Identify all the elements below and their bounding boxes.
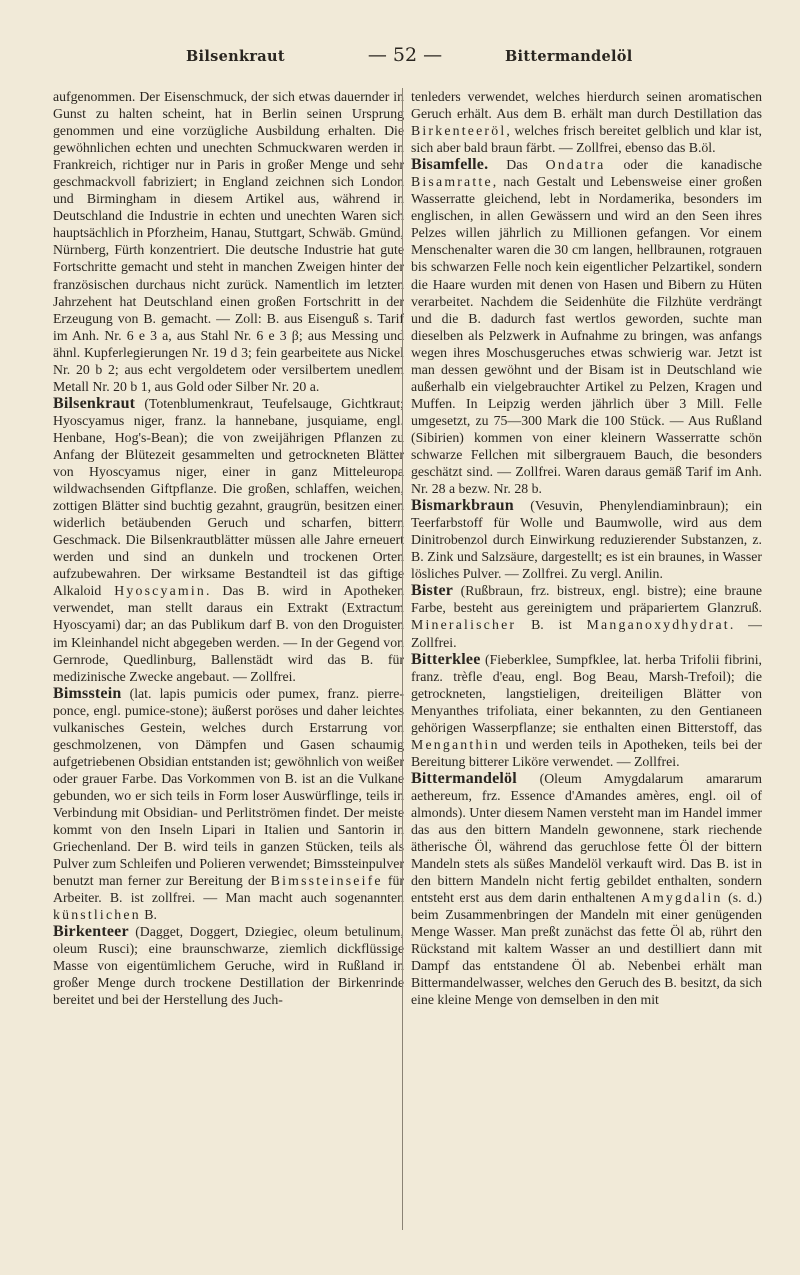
- entry-bismarkbraun: [411, 497, 762, 582]
- entry-bilsenkraut: [53, 395, 404, 685]
- spaced-term: künstlichen: [53, 907, 141, 923]
- left-column: [53, 88, 404, 1009]
- entry-text: (Vesuvin, Phenylendiaminbraun); ein Teerfarbstoff für Wolle und Baumwolle, wird aus dem Dinitrobenzol durch Einwirkung reduzierender Substanzen, z. B. Zink und Salzsäure, dargestellt; es ist ein braunes, in Wasser lösliches Pulver. — Zollfrei. Zu vergl. Anilin.: [411, 498, 762, 582]
- entry-text: , welches frisch bereitet gelblich und klar ist, sich aber bald braun färbt. — Zollfrei, ebenso das B.öl.: [411, 123, 762, 156]
- spaced-term: Birkenteeröl: [411, 123, 507, 139]
- continued-entry-schmuckwaren: aufgenommen. Der Eisenschmuck, der sich etwas dauernder in Gunst zu halten scheint, hat in Berlin seinen Ursprung genommen und eine vorzügliche Ausbildung erhalten. Die gewöhnlichen echten und unechten Schmuckwaren werden in Frankreich, richtiger nur in Paris in großer Menge und sehr geschmackvoll fabriziert; in England zeichnen sich London und Birmingham in diesem Artikel aus, während in Deutschland die Industrie in echten und unechten Waren sich hauptsächlich in Pforzheim, Hanau, Stuttgart, Schwäb. Gmünd, Nürnberg, Fürth konzentriert. Die deutsche Industrie hat gute Fortschritte gemacht und steht in manchen Zweigen hinter der französischen durchaus nicht zurück. Namentlich im letzten Jahrzehent hat Deutschland einen großen Fortschritt in der Erzeugung von B. gemacht. — Zoll: B. aus Eisenguß s. Tarif im Anh. Nr. 6 e 3 a, aus Stahl Nr. 6 e 3 β; aus Messing und ähnl. Kupferlegierungen Nr. 19 d 3; fein gearbeitete aus Nickel Nr. 20 b 2; aus echt vergoldetem oder versilbertem unedlem Metall Nr. 20 b 1, aus Gold oder Silber Nr. 20 a.: [53, 89, 404, 394]
- entry-text: . — Zollfrei.: [411, 617, 762, 650]
- spaced-term: Ondatra: [545, 157, 606, 173]
- headword: Bitterklee: [411, 650, 481, 668]
- column-divider: [402, 88, 403, 1230]
- headword: Bittermandelöl: [411, 769, 517, 787]
- continued-entry-birkenteer: [411, 88, 762, 156]
- entry-bimsstein: [53, 685, 404, 924]
- spaced-term: Bisamratte: [411, 174, 493, 190]
- entry-text: (Oleum Amygdalarum amararum aethereum, frz. Essence d'Amandes amères, engl. oil of almonds). Unter diesem Namen versteht man im Handel immer das aus den bittern Mandeln gewonnene, stark riechende ätherische Öl, während das geruchlose fette Öl der bittern Mandeln stets als süßes Mandelöl verkauft wird. Das B. ist in den bittern Mandeln nicht fertig gebildet enthalten, sondern entsteht erst aus dem darin enthaltenen: [411, 770, 762, 906]
- entry-text: . Das B. wird in Apotheken verwendet, man stellt daraus ein Extrakt (Extractum Hyoscyami) dar; an das Publikum darf B. von den Droguisten im Kleinhandel nicht abgegeben werden. — In der Gegend von Gernrode, Quedlinburg, Ballenstädt wird das B. für medizinische Zwecke angebaut. — Zollfrei.: [53, 583, 404, 684]
- entry-text: (Rußbraun, frz. bistreux, engl. bistre); eine braune Farbe, besteht aus gereinigtem und präpariertem Glanzruß.: [411, 583, 762, 616]
- page-number: — 52 —: [367, 44, 443, 66]
- entry-bittermandeloel: [411, 770, 762, 1009]
- entry-text: , nach Gestalt und Lebensweise einer großen Wasserratte gleichend, lebt in Nordamerika, besonders im englischen, in allen Gewässern und wird an den Seen ihres Pelzes willen jährlich zu Millionen gefangen. Vor einem Menschenalter waren die 30 cm langen, hellbraunen, rotgrauen bis schwarzen Felle noch kein eigentlicher Pelzartikel, sondern die Haare wurden mit denen von Hasen und Bibern zu Hüten verarbeitet. Nachdem die Seidenhüte die Filzhüte verdrängt und die B. dadurch fast wertlos geworden, suchte man dieselben als Pelzwerk in Aufnahme zu bringen, was anfangs wegen ihres Moschusgeruches etwas schwierig war. Jetzt ist man dessen gewöhnt und der Bisam ist in Deutschland wie außerhalb ein vielgebrauchter Artikel zu Pelzen, Kragen und Muffen. In Leipzig werden jährlich über 3 Mill. Felle umgesetzt, zu 75—300 Mark die 100 Stück. — Aus Rußland (Sibirien) kommen von einer kleinern Wasserratte schön schwarze Fellchen mit silbergrauem Bauch, die besonders geschätzt sind. — Zollfrei. Waren daraus gemäß Tarif im Anh. Nr. 28 a bezw. Nr. 28 b.: [411, 174, 762, 497]
- header-right-catchword: Bittermandelöl: [505, 48, 633, 65]
- spaced-term: Hyoscyamin: [114, 583, 206, 599]
- entry-text: und werden teils in Apotheken, teils bei der Bereitung bitterer Liköre verwendet. — Zollfrei.: [411, 736, 762, 769]
- headword: Bisamfelle.: [411, 156, 489, 174]
- entry-text: (lat. lapis pumicis oder pumex, franz. pierre-ponce, engl. pumice-stone); äußerst poröses und daher leichtes vulkanisches Gestein, welches durch Erstarrung von geschmolzenen, von Dämpfen und Gasen schaumig aufgetriebenen Obsidian entstanden ist; gewöhnlich von weißer oder grauer Farbe. Das Vorkommen von B. ist an die Vulkane gebunden, wo er sich teils in Form loser Auswürflinge, teils in Verbindung mit Obsidian- und Perlitströmen findet. Der meiste kommt von den Inseln Lipari in Italien und Santorin in Griechenland. Der B. wird teils in ganzen Stücken, teils als Pulver zum Schleifen und Polieren verwendet; Bimssteinpulver benutzt man ferner zur Bereitung der: [53, 685, 404, 889]
- right-column: [411, 88, 762, 1009]
- entry-text: (s. d.) beim Zusammenbringen der Mandeln mit einer genügenden Menge Wasser. Man preßt zunächst das fette Öl ab, rührt den Rückstand mit kaltem Wasser an und destilliert dann mit Dampf das entstandene Öl ab. Nebenbei erhält man Bittermandelwasser, welches den Geruch des B. besitzt, da sich eine kleine Menge von demselben in den mit: [411, 890, 762, 1008]
- entry-bister: [411, 582, 762, 650]
- entry-text: Das: [488, 157, 546, 173]
- headword: Bister: [411, 582, 454, 600]
- headword: Bismarkbraun: [411, 497, 514, 515]
- entry-birkenteer: [53, 923, 404, 1008]
- entry-text: (Totenblumenkraut, Teufelsauge, Gichtkraut; Hyoscyamus niger, franz. la hannebane, jusquiame, engl. Henbane, Hog's-Bean); die von zweijährigen Pflanzen zu Anfang der Blütezeit gesammelten und getrockneten Blätter von Hyoscyamus niger, einer in ganz Mitteleuropa wildwachsenden Giftpflanze. Die großen, schlaffen, weichen, zottigen Blätter sind buchtig gezahnt, graugrün, besitzen einen widerlich betäubenden Geruch und scharfen, bittern Geschmack. Die Bilsenkrautblätter müssen alle Jahre erneuert werden und sind an dunkeln und trockenen Orten aufzubewahren. Der wirksame Bestandteil ist das giftige Alkaloid: [53, 395, 404, 599]
- headword: Birkenteer: [53, 923, 129, 941]
- entry-text: oder die kanadische: [605, 157, 762, 173]
- spaced-term: Mineralischer: [411, 617, 517, 633]
- entry-bisamfelle: [411, 156, 762, 497]
- spaced-term: Bimssteinseife: [270, 873, 383, 889]
- entry-text: (Fieberklee, Sumpfklee, lat. herba Trifolii fibrini, franz. trèfle d'eau, engl. Bog Beau, Marsh-Trefoil); die getrockneten, langstieligen, dreiteiligen Blätter von Menyanthes trifoliata, einer bekannten, zu den Gentianeen gehörigen Wasserpflanze; sie enthalten einen Bitterstoff, das: [411, 651, 762, 735]
- spaced-term: Menganthin: [411, 736, 500, 752]
- entry-text: B. ist: [516, 617, 587, 633]
- headword: Bilsenkraut: [53, 394, 136, 412]
- entry-bitterklee: [411, 651, 762, 770]
- entry-text: tenleders verwendet, welches hierdurch seinen aromatischen Geruch erhält. Aus dem B. erhält man durch Destillation das: [411, 89, 762, 122]
- page-header: [0, 44, 800, 70]
- header-left-catchword: Bilsenkraut: [186, 48, 285, 65]
- entry-text: B.: [140, 907, 157, 923]
- spaced-term: Amygdalin: [640, 890, 723, 906]
- spaced-term: Manganoxydhydrat: [586, 617, 730, 633]
- headword: Bimsstein: [53, 684, 122, 702]
- entry-text: für Arbeiter. B. ist zollfrei. — Man macht auch sogenannten: [53, 873, 404, 906]
- entry-text: (Dagget, Doggert, Dziegiec, oleum betulinum, oleum Rusci); eine braunschwarze, ziemlich dickflüssige Masse von eigentümlichem Geruche, wird in Rußland in großer Menge durch trockene Destillation der Birkenrinde bereitet und bei der Herstellung des Juch-: [53, 924, 404, 1008]
